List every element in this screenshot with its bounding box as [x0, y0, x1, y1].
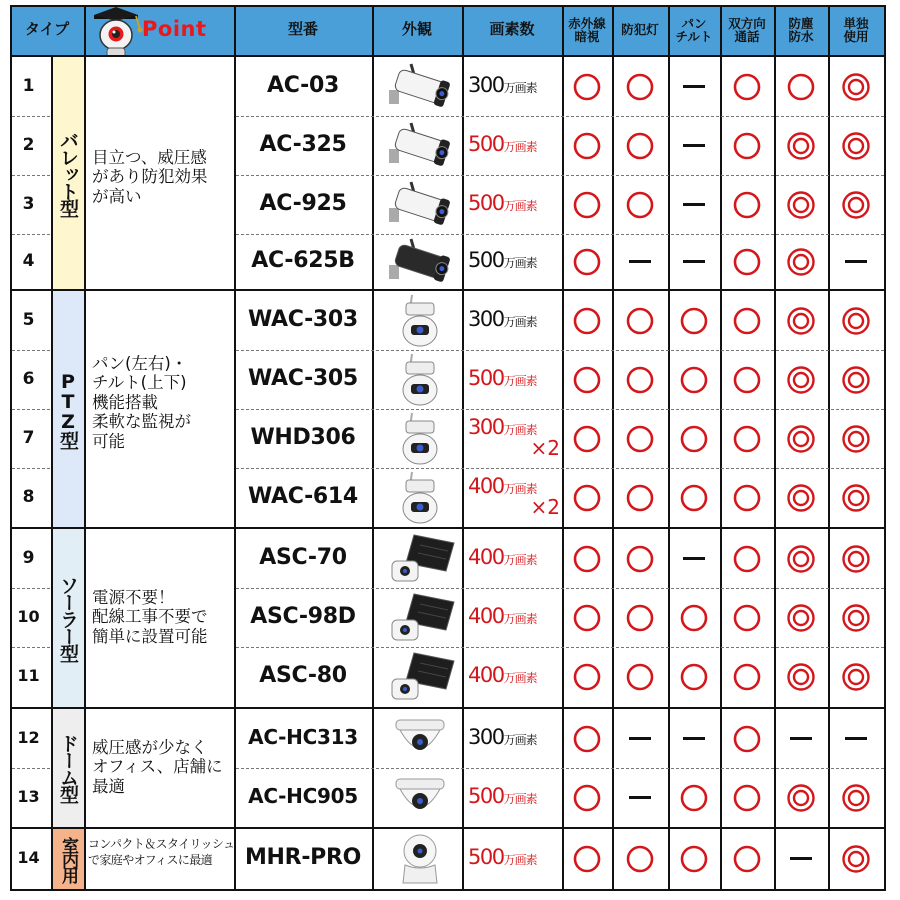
header-light: 防犯灯	[621, 22, 659, 38]
pixel-number: 300	[468, 724, 504, 749]
row-number: 6	[22, 368, 35, 389]
light-mark-circle	[619, 418, 661, 460]
twoway-mark-circle	[726, 777, 768, 819]
model-name: ASC-80	[259, 663, 347, 688]
row-divider	[12, 468, 50, 469]
pixel-number: 500	[468, 131, 504, 156]
infrared-mark-circle	[566, 418, 608, 460]
row-number: 5	[22, 309, 35, 330]
pantilt-mark-circle	[673, 359, 715, 401]
pixel-number: 300	[468, 306, 504, 331]
pixel-count	[462, 473, 568, 519]
infrared-mark-circle	[566, 656, 608, 698]
camera-photo	[378, 830, 462, 888]
header-pixels: 画素数	[489, 20, 535, 39]
light-mark-dash	[619, 241, 661, 283]
standalone-mark-dash	[835, 718, 877, 760]
camera-photo	[378, 292, 462, 349]
group-divider	[10, 827, 886, 829]
infrared-mark-circle	[566, 838, 608, 880]
light-mark-circle	[619, 66, 661, 108]
standalone-mark-double-circle	[835, 359, 877, 401]
camera-photo	[378, 410, 462, 467]
standalone-mark-double-circle	[835, 418, 877, 460]
header-appearance: 外観	[401, 20, 432, 39]
row-divider	[12, 588, 50, 589]
infrared-mark-circle	[566, 66, 608, 108]
pixel-number: 500	[468, 190, 504, 215]
row-divider	[12, 350, 50, 351]
point-label: Point	[142, 17, 207, 41]
twoway-mark-circle	[726, 66, 768, 108]
point-dome: 威圧感が少なく オフィス、店舗に 最適	[92, 738, 223, 796]
pixel-unit: 万画素	[503, 314, 537, 329]
twoway-mark-circle	[726, 418, 768, 460]
twoway-mark-circle	[726, 477, 768, 519]
pixel-number: 400	[468, 663, 504, 687]
pixel-number: 500	[468, 365, 504, 390]
point-ptz: パン(左右)・ チルト(上下) 機能搭載 柔軟な監視が 可能	[92, 354, 191, 451]
row-divider	[236, 175, 884, 176]
header-type: タイプ	[24, 20, 70, 39]
row-number: 4	[22, 250, 35, 271]
model-name: AC-625B	[251, 247, 355, 273]
standalone-mark-double-circle	[835, 184, 877, 226]
border-vertical	[10, 5, 12, 891]
pixel-unit: 万画素	[503, 422, 537, 437]
column-divider	[562, 5, 564, 891]
row-number: 11	[17, 666, 40, 685]
waterproof-mark-double-circle	[780, 241, 822, 283]
pixel-count	[462, 132, 568, 156]
light-mark-circle	[619, 477, 661, 519]
header-model: 型番	[287, 20, 318, 39]
pixel-unit: 万画素	[503, 373, 537, 388]
model-name: WAC-303	[248, 306, 358, 332]
model-name: AC-HC313	[248, 724, 358, 749]
header-waterproof: 防塵 防水	[788, 15, 814, 44]
camera-photo	[378, 351, 462, 408]
waterproof-mark-circle	[780, 66, 822, 108]
row-number: 12	[17, 727, 40, 747]
camera-photo	[378, 710, 462, 767]
pixel-unit: 万画素	[503, 80, 537, 95]
waterproof-mark-double-circle	[780, 477, 822, 519]
pixel-number: 400	[468, 544, 504, 569]
standalone-mark-double-circle	[835, 300, 877, 342]
header-twoway: 双方向 通話	[728, 15, 766, 44]
standalone-mark-dash	[835, 241, 877, 283]
row-divider	[236, 588, 884, 589]
camera-photo	[378, 176, 462, 233]
infrared-mark-circle	[566, 538, 608, 580]
model-name: AC-HC905	[248, 783, 358, 808]
border-vertical	[884, 5, 886, 891]
waterproof-mark-double-circle	[780, 300, 822, 342]
pixel-unit: 万画素	[503, 552, 537, 567]
column-divider	[51, 55, 53, 891]
light-mark-circle	[619, 538, 661, 580]
pantilt-mark-dash	[673, 184, 715, 226]
infrared-mark-circle	[566, 241, 608, 283]
column-divider	[720, 5, 722, 891]
type-ptz: PTZ型	[51, 291, 84, 527]
standalone-mark-double-circle	[835, 656, 877, 698]
header-infrared: 赤外線 暗視	[568, 15, 606, 44]
waterproof-mark-double-circle	[780, 597, 822, 639]
infrared-mark-circle	[566, 777, 608, 819]
row-divider	[236, 647, 884, 648]
pixel-count	[462, 307, 568, 331]
column-divider	[234, 5, 236, 891]
pixel-unit: 万画素	[503, 732, 537, 747]
row-divider	[12, 116, 50, 117]
pantilt-mark-dash	[673, 718, 715, 760]
camera-photo	[378, 648, 462, 706]
row-divider	[236, 234, 884, 235]
pixel-unit: 万画素	[503, 853, 537, 867]
waterproof-mark-double-circle	[780, 418, 822, 460]
model-name: ASC-98D	[250, 603, 356, 629]
group-divider	[10, 527, 886, 529]
row-divider	[12, 647, 50, 648]
row-divider	[12, 234, 50, 235]
standalone-mark-double-circle	[835, 66, 877, 108]
waterproof-mark-double-circle	[780, 777, 822, 819]
border-top	[10, 5, 886, 7]
twoway-mark-circle	[726, 125, 768, 167]
camera-photo	[378, 235, 462, 288]
point-bullet: 目立つ、威圧感 があり防犯効果 が高い	[92, 148, 208, 206]
pixel-number: 300	[468, 414, 504, 439]
row-divider	[236, 768, 884, 769]
type-solar: ソーラー型	[51, 529, 84, 707]
pixel-number: 300	[468, 72, 504, 97]
twoway-mark-circle	[726, 597, 768, 639]
twoway-mark-circle	[726, 300, 768, 342]
pixel-number: 500	[468, 783, 504, 808]
row-number: 10	[17, 606, 40, 626]
group-divider	[10, 289, 886, 291]
type-indoor: 室内用	[51, 829, 84, 889]
column-divider	[612, 5, 614, 891]
pixel-multiplier: ×2	[530, 435, 560, 460]
infrared-mark-circle	[566, 300, 608, 342]
header-standalone: 単独 使用	[843, 15, 869, 44]
pantilt-mark-circle	[673, 656, 715, 698]
waterproof-mark-double-circle	[780, 538, 822, 580]
twoway-mark-circle	[726, 838, 768, 880]
waterproof-mark-double-circle	[780, 359, 822, 401]
column-divider	[828, 5, 830, 891]
pixel-unit: 万画素	[503, 255, 537, 270]
pixel-multiplier: ×2	[530, 494, 560, 519]
standalone-mark-double-circle	[835, 597, 877, 639]
infrared-mark-circle	[566, 597, 608, 639]
light-mark-dash	[619, 777, 661, 819]
column-divider	[774, 5, 776, 891]
twoway-mark-circle	[726, 359, 768, 401]
column-divider	[372, 5, 374, 891]
infrared-mark-circle	[566, 125, 608, 167]
light-mark-circle	[619, 656, 661, 698]
pantilt-mark-circle	[673, 777, 715, 819]
twoway-mark-circle	[726, 241, 768, 283]
pixel-unit: 万画素	[503, 611, 537, 626]
row-divider	[236, 116, 884, 117]
standalone-mark-double-circle	[835, 477, 877, 519]
row-divider	[12, 768, 50, 769]
pantilt-mark-dash	[673, 125, 715, 167]
light-mark-dash	[619, 718, 661, 760]
pixel-count	[462, 366, 568, 390]
row-number: 14	[17, 848, 40, 867]
standalone-mark-double-circle	[835, 838, 877, 880]
pantilt-mark-dash	[673, 538, 715, 580]
pantilt-mark-circle	[673, 597, 715, 639]
pixel-count	[462, 248, 568, 272]
pixel-unit: 万画素	[503, 671, 537, 685]
pixel-count	[462, 73, 568, 97]
infrared-mark-circle	[566, 718, 608, 760]
point-solar: 電源不要！ 配線工事不要で 簡単に設置可能	[92, 588, 208, 646]
row-number: 1	[22, 75, 35, 96]
pixel-count	[462, 604, 568, 628]
pixel-count	[462, 191, 568, 215]
pixel-count	[462, 845, 568, 869]
waterproof-mark-double-circle	[780, 184, 822, 226]
standalone-mark-double-circle	[835, 538, 877, 580]
standalone-mark-double-circle	[835, 777, 877, 819]
waterproof-mark-dash	[780, 718, 822, 760]
header-bottom	[10, 55, 886, 57]
pantilt-mark-circle	[673, 838, 715, 880]
pixel-count	[462, 663, 568, 687]
row-divider	[12, 409, 50, 410]
model-name: AC-03	[267, 72, 339, 98]
row-divider	[236, 468, 884, 469]
waterproof-mark-double-circle	[780, 125, 822, 167]
light-mark-circle	[619, 359, 661, 401]
model-name: AC-325	[259, 131, 347, 157]
light-mark-circle	[619, 838, 661, 880]
model-name: WAC-305	[248, 365, 358, 391]
camera-photo	[378, 117, 462, 174]
infrared-mark-circle	[566, 477, 608, 519]
row-number: 13	[17, 786, 40, 806]
camera-photo	[378, 469, 462, 526]
camera-photo	[378, 58, 462, 115]
header-point	[84, 5, 234, 55]
border-bottom	[10, 889, 886, 891]
pixel-count	[462, 784, 568, 808]
column-divider	[668, 5, 670, 891]
mascot-icon	[88, 5, 144, 57]
column-divider	[84, 5, 86, 891]
pixel-number: 400	[468, 603, 504, 628]
twoway-mark-circle	[726, 718, 768, 760]
pixel-unit: 万画素	[503, 791, 537, 806]
group-divider	[10, 707, 886, 709]
camera-photo	[378, 530, 462, 587]
pantilt-mark-dash	[673, 66, 715, 108]
row-number: 9	[22, 547, 35, 568]
infrared-mark-circle	[566, 359, 608, 401]
pixel-count	[462, 545, 568, 569]
pantilt-mark-circle	[673, 300, 715, 342]
twoway-mark-circle	[726, 538, 768, 580]
row-divider	[236, 350, 884, 351]
pantilt-mark-dash	[673, 241, 715, 283]
pixel-unit: 万画素	[503, 139, 537, 154]
row-divider	[236, 409, 884, 410]
standalone-mark-double-circle	[835, 125, 877, 167]
row-number: 7	[22, 427, 35, 448]
waterproof-mark-dash	[780, 838, 822, 880]
pantilt-mark-circle	[673, 418, 715, 460]
model-name: WHD306	[250, 424, 356, 450]
light-mark-circle	[619, 597, 661, 639]
pixel-unit: 万画素	[503, 481, 537, 496]
light-mark-circle	[619, 125, 661, 167]
pixel-number: 400	[468, 473, 504, 498]
pixel-unit: 万画素	[503, 198, 537, 213]
column-divider	[462, 5, 464, 891]
model-name: ASC-70	[259, 544, 347, 570]
model-name: AC-925	[259, 190, 347, 216]
point-indoor: コンパクト＆スタイリッシュ で家庭やオフィスに最適	[88, 837, 235, 868]
pixel-number: 500	[468, 247, 504, 272]
type-bullet: バレット型	[51, 57, 84, 289]
light-mark-circle	[619, 184, 661, 226]
infrared-mark-circle	[566, 184, 608, 226]
model-name: MHR-PRO	[244, 845, 362, 870]
twoway-mark-circle	[726, 656, 768, 698]
row-divider	[12, 175, 50, 176]
pixel-count	[462, 725, 568, 749]
row-number: 2	[22, 134, 35, 155]
row-number: 3	[22, 193, 35, 214]
pixel-number: 500	[468, 845, 504, 869]
light-mark-circle	[619, 300, 661, 342]
pixel-count	[462, 414, 568, 460]
camera-photo	[378, 769, 462, 826]
pantilt-mark-circle	[673, 477, 715, 519]
waterproof-mark-double-circle	[780, 656, 822, 698]
row-number: 8	[22, 486, 35, 507]
type-dome: ドーム型	[51, 709, 84, 827]
camera-photo	[378, 589, 462, 646]
twoway-mark-circle	[726, 184, 768, 226]
model-name: WAC-614	[248, 483, 358, 509]
header-pantilt: パン チルト	[675, 15, 713, 44]
